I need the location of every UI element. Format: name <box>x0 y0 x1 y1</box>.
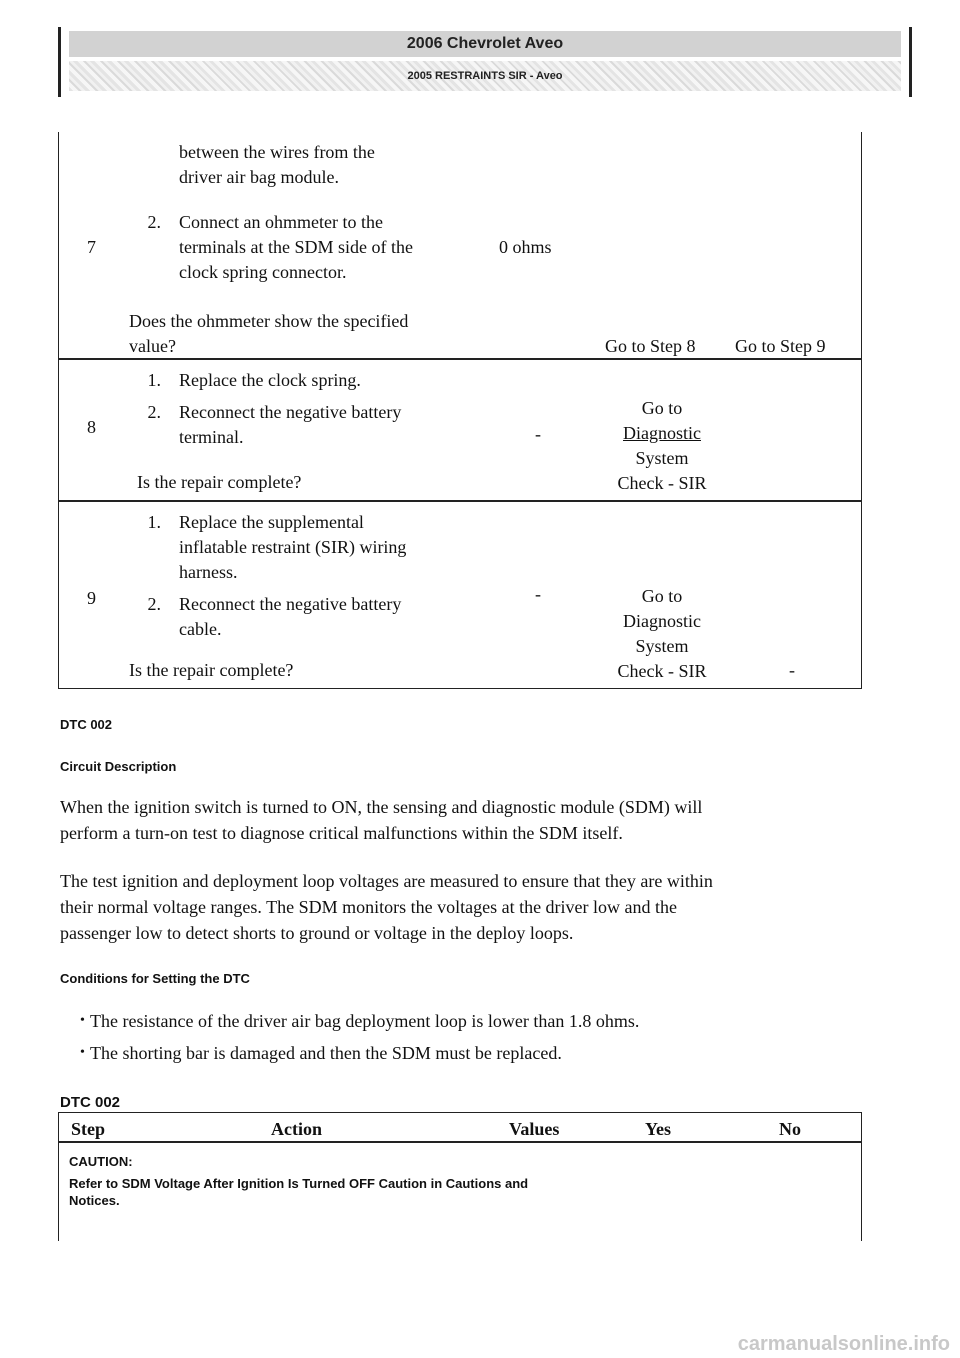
column-header-yes: Yes <box>645 1119 671 1139</box>
document-subtitle: 2005 RESTRAINTS SIR - Aveo <box>69 61 901 91</box>
dtc-heading: DTC 002 <box>60 717 113 732</box>
value-cell: 0 ohms <box>499 237 552 257</box>
step-number: 8 <box>87 417 96 437</box>
conditions-heading: Conditions for Setting the DTC <box>60 971 250 986</box>
circuit-description-heading: Circuit Description <box>60 759 177 774</box>
document-title: 2006 Chevrolet Aveo <box>69 31 901 57</box>
column-header-step: Step <box>71 1119 106 1139</box>
list-item-number: 1. <box>147 370 161 390</box>
list-item: Reconnect the negative battery cable. <box>179 594 402 639</box>
step-number: 7 <box>87 237 96 257</box>
step-number: 9 <box>87 588 96 608</box>
list-item-number: 2. <box>147 402 161 422</box>
paragraph: The test ignition and deployment loop voltages are measured to ensure that they are within their normal voltage ranges. The SDM monitors the voltages at the driver low and the passenger low to detect shorts to ground or voltage in the deploy loops. <box>60 871 713 943</box>
step-question: Is the repair complete? <box>129 660 294 680</box>
value-cell: - <box>535 424 541 444</box>
caution-label: CAUTION: <box>69 1154 133 1169</box>
list-item-number: 2. <box>147 212 161 232</box>
column-header-values: Values <box>509 1119 560 1139</box>
table-row-step-7 <box>59 132 861 358</box>
page-header <box>58 27 912 97</box>
yes-link[interactable]: Go to Diagnostic System Check - SIR <box>617 586 707 681</box>
column-header-action: Action <box>271 1119 322 1139</box>
list-item-number: 2. <box>147 594 161 614</box>
diagnostic-table <box>58 132 862 689</box>
step-question: Is the repair complete? <box>137 472 302 492</box>
no-cell: - <box>789 660 795 680</box>
list-item: Replace the supplemental inflatable restraint (SIR) wiring harness. <box>179 512 407 582</box>
table-row-step-8 <box>59 358 861 500</box>
paragraph: When the ignition switch is turned to ON, the sensing and diagnostic module (SDM) will perform a turn-on test to diagnose critical malfunctions within the SDM itself. <box>60 797 703 843</box>
caution-text: Refer to SDM Voltage After Ignition Is Turned OFF Caution in Cautions and Notices. <box>69 1176 529 1208</box>
list-item: Reconnect the negative battery terminal. <box>179 402 402 447</box>
dtc-table <box>58 1112 862 1241</box>
list-item-number: 1. <box>147 512 161 532</box>
watermark: carmanualsonline.info <box>737 1333 950 1355</box>
header-divider <box>59 1141 861 1143</box>
step-question: Does the ohmmeter show the specified value? <box>129 311 409 356</box>
table-title: DTC 002 <box>60 1094 121 1111</box>
list-item: Replace the clock spring. <box>179 370 361 390</box>
yes-link[interactable]: Go to Step 8 <box>605 336 696 356</box>
bullet-item: • The shorting bar is damaged and then the SDM must be replaced. <box>90 1040 562 1066</box>
table-row-step-9 <box>59 500 861 688</box>
yes-link[interactable]: Go to Diagnostic System Check - SIR <box>617 398 707 493</box>
bullet-item: • The resistance of the driver air bag deployment loop is lower than 1.8 ohms. <box>90 1008 639 1034</box>
list-item: Connect an ohmmeter to the terminals at the SDM side of the clock spring connector. <box>179 212 413 282</box>
action-continued: between the wires from the driver air bag module. <box>179 142 375 187</box>
no-link[interactable]: Go to Step 9 <box>735 336 826 356</box>
column-header-no: No <box>779 1119 801 1139</box>
value-cell: - <box>535 584 541 604</box>
